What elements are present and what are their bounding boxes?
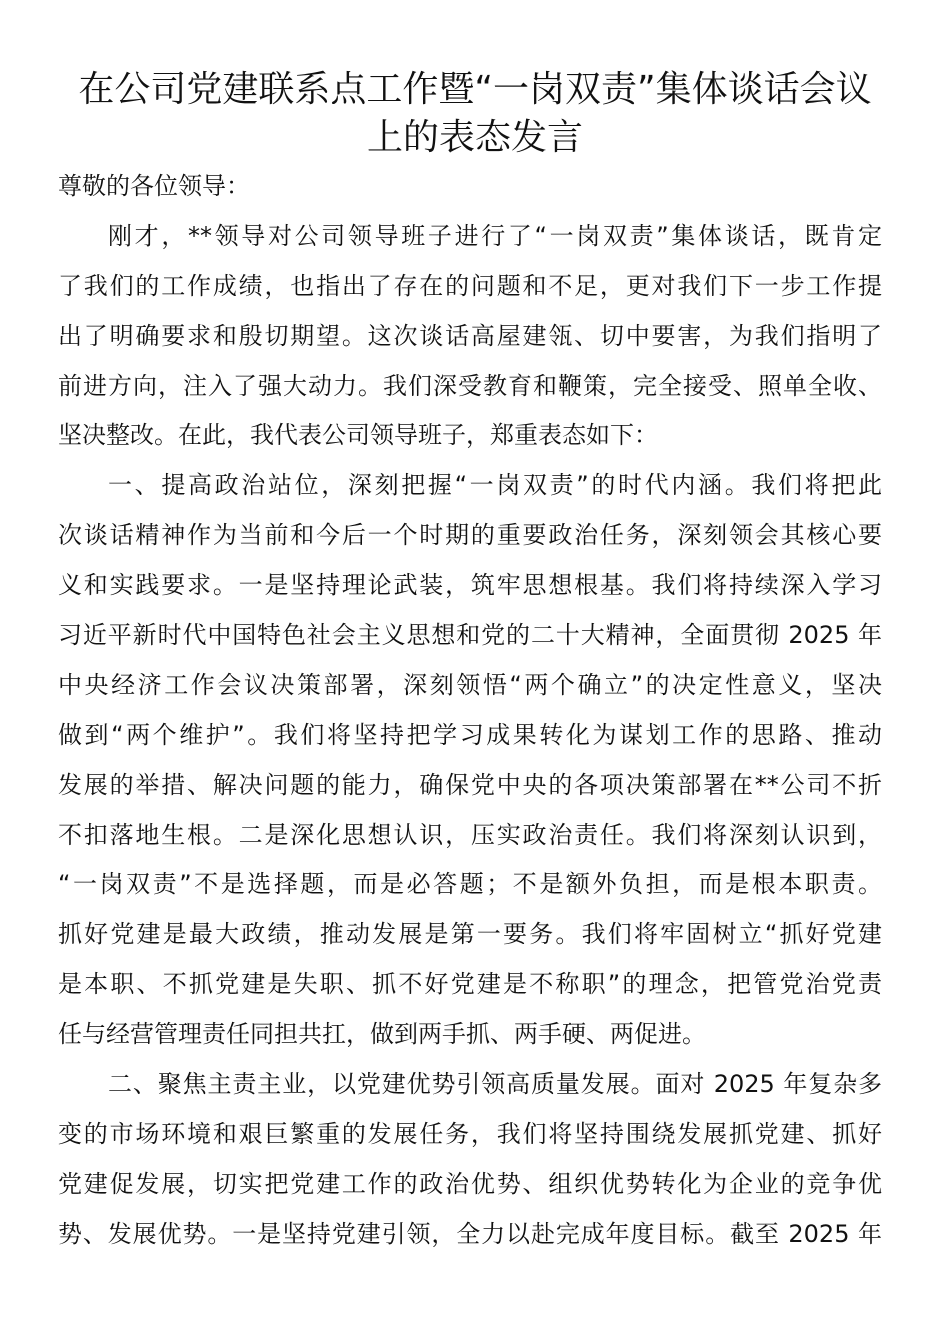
paragraph-2-line: “一岗双责”不是选择题，而是必答题；不是额外负担，而是根本职责。 — [58, 870, 882, 899]
paragraph-2-line: 做到“两个维护”。我们将坚持把学习成果转化为谋划工作的思路、推动 — [58, 720, 882, 749]
paragraph-3-line: 二、聚焦主责主业，以党建优势引领高质量发展。面对 2025 年复杂多 — [108, 1070, 882, 1099]
document-body — [58, 162, 882, 1260]
title-line-2: 上的表态发言 — [366, 117, 583, 158]
paragraph-2-line: 次谈话精神作为当前和今后一个时期的重要政治任务，深刻领会其核心要 — [58, 521, 882, 550]
paragraph-1-line: 坚决整改。在此，我代表公司领导班子，郑重表态如下： — [58, 421, 658, 450]
paragraph-2-line: 一、提高政治站位，深刻把握“一岗双责”的时代内涵。我们将把此 — [108, 471, 882, 500]
paragraph-1-line: 了我们的工作成绩，也指出了存在的问题和不足，更对我们下一步工作提 — [58, 271, 882, 300]
paragraph-2-line: 习近平新时代中国特色社会主义思想和党的二十大精神，全面贯彻 2025 年 — [58, 621, 882, 650]
paragraph-3-line: 党建促发展，切实把党建工作的政治优势、组织优势转化为企业的竞争优 — [58, 1169, 882, 1198]
title-line-1: 在公司党建联系点工作暨“一岗双责”集体谈话会议 — [78, 69, 872, 110]
paragraph-1-line: 刚才，**领导对公司领导班子进行了“一岗双责”集体谈话，既肯定 — [108, 221, 882, 250]
paragraph-1-line: 前进方向，注入了强大动力。我们深受教育和鞭策，完全接受、照单全收、 — [58, 371, 882, 400]
paragraph-2-line: 发展的举措、解决问题的能力，确保党中央的各项决策部署在**公司不折 — [58, 770, 882, 799]
paragraph-3-line: 变的市场环境和艰巨繁重的发展任务，我们将坚持围绕发展抓党建、抓好 — [58, 1119, 882, 1148]
document-title — [0, 66, 950, 162]
paragraph-1-line: 出了明确要求和殷切期望。这次谈话高屋建瓴、切中要害，为我们指明了 — [58, 321, 882, 350]
paragraph-2-line: 任与经营管理责任同担共扛，做到两手抓、两手硬、两促进。 — [58, 1020, 706, 1049]
paragraph-2-line: 抓好党建是最大政绩，推动发展是第一要务。我们将牢固树立“抓好党建 — [58, 920, 882, 949]
paragraph-3-line: 势、发展优势。一是坚持党建引领，全力以赴完成年度目标。截至 2025 年 — [58, 1219, 882, 1248]
paragraph-2-line: 义和实践要求。一是坚持理论武装，筑牢思想根基。我们将持续深入学习 — [58, 571, 882, 600]
paragraph-2-line: 中央经济工作会议决策部署，深刻领悟“两个确立”的决定性意义，坚决 — [58, 670, 882, 699]
salutation: 尊敬的各位领导： — [58, 172, 250, 200]
paragraph-2-line: 是本职、不抓党建是失职、抓不好党建是不称职”的理念，把管党治党责 — [58, 970, 882, 999]
paragraph-2-line: 不扣落地生根。二是深化思想认识，压实政治责任。我们将深刻认识到， — [58, 820, 882, 849]
